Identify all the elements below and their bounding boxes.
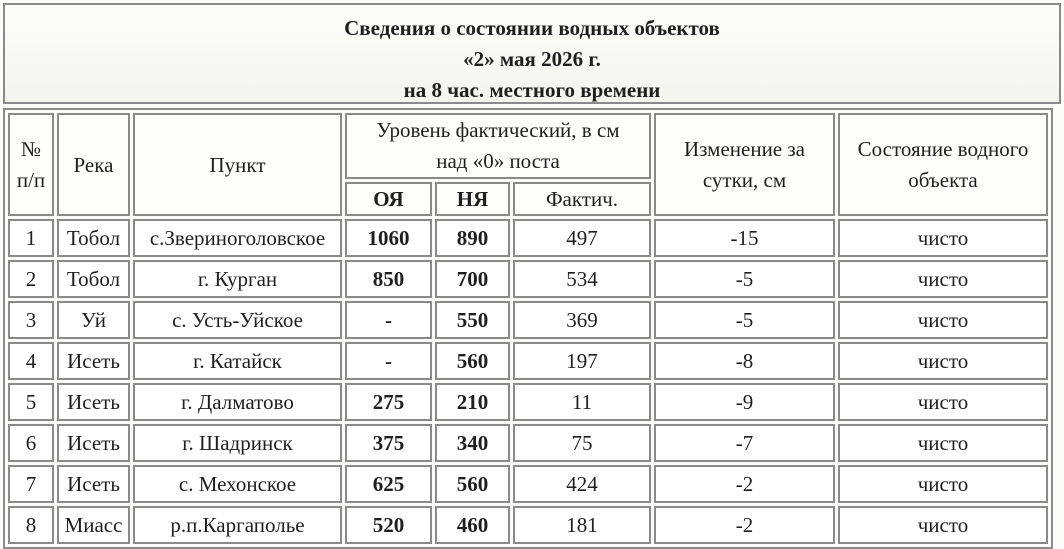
cell-oya: - <box>345 342 432 380</box>
cell-nya: 210 <box>435 383 510 421</box>
cell-oya: - <box>345 301 432 339</box>
cell-num: 7 <box>8 465 54 503</box>
cell-point: с. Усть-Уйское <box>133 301 342 339</box>
cell-point: г. Катайск <box>133 342 342 380</box>
cell-oya: 850 <box>345 260 432 298</box>
cell-point: г. Шадринск <box>133 424 342 462</box>
cell-nya: 460 <box>435 506 510 544</box>
cell-point: р.п.Каргаполье <box>133 506 342 544</box>
cell-state: чисто <box>838 506 1048 544</box>
cell-state: чисто <box>838 219 1048 257</box>
cell-fact: 424 <box>513 465 651 503</box>
table-row <box>8 424 1048 462</box>
cell-river: Исеть <box>57 465 130 503</box>
cell-fact: 11 <box>513 383 651 421</box>
cell-nya: 700 <box>435 260 510 298</box>
cell-state: чисто <box>838 424 1048 462</box>
table-row <box>8 342 1048 380</box>
cell-num: 8 <box>8 506 54 544</box>
cell-num: 6 <box>8 424 54 462</box>
table-row <box>8 506 1048 544</box>
cell-state: чисто <box>838 260 1048 298</box>
cell-nya: 550 <box>435 301 510 339</box>
cell-num: 3 <box>8 301 54 339</box>
cell-num: 1 <box>8 219 54 257</box>
cell-river: Исеть <box>57 383 130 421</box>
header-point: Пункт <box>133 113 342 216</box>
cell-river: Тобол <box>57 219 130 257</box>
header-state: Состояние водного объекта <box>838 113 1048 216</box>
water-bodies-table <box>3 108 1053 549</box>
cell-river: Тобол <box>57 260 130 298</box>
cell-oya: 520 <box>345 506 432 544</box>
header-level: Уровень фактический, в см над «0» поста <box>345 113 651 179</box>
cell-change: -7 <box>654 424 835 462</box>
cell-change: -5 <box>654 260 835 298</box>
cell-fact: 497 <box>513 219 651 257</box>
cell-change: -9 <box>654 383 835 421</box>
cell-state: чисто <box>838 383 1048 421</box>
header-change: Изменение за сутки, см <box>654 113 835 216</box>
cell-change: -2 <box>654 465 835 503</box>
cell-fact: 75 <box>513 424 651 462</box>
cell-change: -15 <box>654 219 835 257</box>
cell-river: Миасс <box>57 506 130 544</box>
header-nya: НЯ <box>435 182 510 216</box>
cell-change: -8 <box>654 342 835 380</box>
cell-change: -2 <box>654 506 835 544</box>
cell-num: 2 <box>8 260 54 298</box>
report-title <box>3 3 1061 104</box>
table-row <box>8 219 1048 257</box>
cell-fact: 534 <box>513 260 651 298</box>
cell-nya: 340 <box>435 424 510 462</box>
cell-change: -5 <box>654 301 835 339</box>
cell-river: Уй <box>57 301 130 339</box>
cell-fact: 197 <box>513 342 651 380</box>
title-line-1: Сведения о состоянии водных объектов <box>344 16 720 40</box>
cell-num: 5 <box>8 383 54 421</box>
cell-point: г. Курган <box>133 260 342 298</box>
table-row <box>8 465 1048 503</box>
table-row <box>8 383 1048 421</box>
cell-nya: 560 <box>435 342 510 380</box>
cell-nya: 560 <box>435 465 510 503</box>
header-oya: ОЯ <box>345 182 432 216</box>
cell-river: Исеть <box>57 424 130 462</box>
cell-nya: 890 <box>435 219 510 257</box>
cell-oya: 275 <box>345 383 432 421</box>
cell-num: 4 <box>8 342 54 380</box>
header-num: № п/п <box>8 113 54 216</box>
cell-oya: 375 <box>345 424 432 462</box>
cell-point: с. Мехонское <box>133 465 342 503</box>
title-line-2: «2» мая 2026 г. <box>463 47 601 71</box>
table-row <box>8 301 1048 339</box>
cell-oya: 1060 <box>345 219 432 257</box>
cell-oya: 625 <box>345 465 432 503</box>
cell-river: Исеть <box>57 342 130 380</box>
cell-point: с.Звериноголовское <box>133 219 342 257</box>
cell-state: чисто <box>838 301 1048 339</box>
cell-fact: 369 <box>513 301 651 339</box>
header-fact: Фактич. <box>513 182 651 216</box>
cell-state: чисто <box>838 342 1048 380</box>
title-line-3: на 8 час. местного времени <box>403 78 661 102</box>
table-row <box>8 260 1048 298</box>
cell-fact: 181 <box>513 506 651 544</box>
cell-point: г. Далматово <box>133 383 342 421</box>
cell-state: чисто <box>838 465 1048 503</box>
header-river: Река <box>57 113 130 216</box>
